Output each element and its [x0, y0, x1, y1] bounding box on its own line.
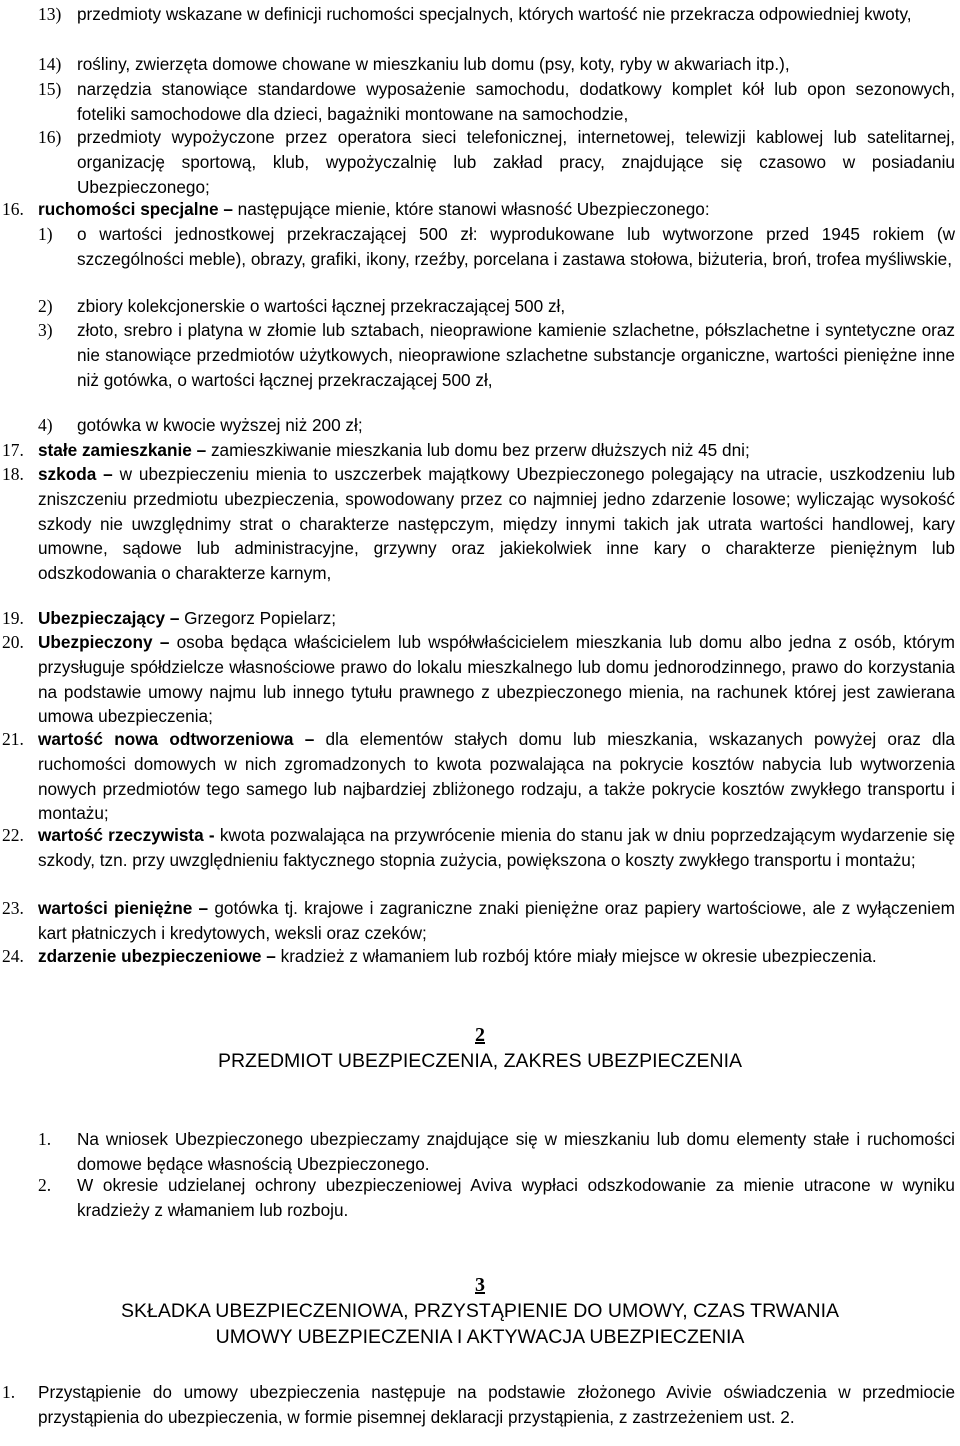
- definition-term: zdarzenie ubezpieczeniowe: [38, 946, 262, 966]
- definition-number: 18.: [2, 464, 24, 484]
- definition-22: [38, 823, 955, 873]
- definition-17: [38, 438, 955, 463]
- section-number: 2: [475, 1024, 485, 1046]
- section-number: 3: [475, 1274, 485, 1296]
- definition-number: 19.: [2, 608, 24, 628]
- definition-term: szkoda: [38, 464, 97, 484]
- definition-21: [38, 727, 955, 826]
- section-2-mark: [0, 1023, 960, 1047]
- list-item-text: przedmioty wypożyczone przez operatora sieci telefonicznej, internetowej, telewizji kablowej lub satelitarnej, organizację sportową, klub, wypożyczalnię lub zakład pracy, znajdujące się czasowo w posiadaniu Ubezpieczonego;: [77, 127, 955, 197]
- definition-term: wartość nowa odtworzeniowa: [38, 729, 294, 749]
- definition-text: gotówka tj. krajowe i zagraniczne znaki pieniężne oraz papiery wartościowe, ale z wyłączeniem kart płatniczych i kredytowych, weksli oraz czeków;: [38, 898, 956, 943]
- list-item-text: przedmioty wskazane w definicji ruchomości specjalnych, których wartość nie przekracza odpowiedniej kwoty,: [77, 4, 912, 24]
- term-dash: –: [96, 464, 120, 484]
- definition-text: kwota pozwalająca na przywrócenie mienia do stanu jak w dniu poprzedzającym wydarzenie się szkody, tzn. przy uwzględnieniu faktycznego stopnia zużycia, powiększona o koszty zwykłego transportu i montażu;: [38, 825, 956, 870]
- item-number: 15): [38, 79, 62, 99]
- list-item-text: o wartości jednostkowej przekraczającej 500 zł: wyprodukowane lub wytworzone przed 1945 rokiem (w szczególności meble), obrazy, grafiki, ikony, rzeźby, porcelana i zastawa stołowa, biżuteria, broń, trofea myśliwskie,: [77, 224, 955, 269]
- definition-text: Grzegorz Popielarz;: [184, 608, 337, 628]
- definition-term: stałe zamieszkanie: [38, 440, 192, 460]
- definition-text: dla elementów stałych domu lub mieszkania, wskazanych powyżej oraz dla ruchomości domowych w nich zgromadzonych to kwota pozwalająca na pokrycie kosztów nabycia lub wytworzenia nowych przedmiotów tego samego lub najbardziej zbliżonego rodzaju, a także pokrycie kosztów zwykłego transportu i montażu;: [38, 729, 955, 824]
- item-number: 2): [38, 296, 53, 316]
- term-dash: –: [165, 608, 185, 628]
- paragraph-text: Przystąpienie do umowy ubezpieczenia następuje na podstawie złożonego Avivie oświadczenia w przedmiocie przystąpienia do ubezpieczenia, w formie pisemnej deklaracji przystąpienia, z zastrzeżeniem ust. 2.: [38, 1382, 955, 1427]
- list-item-text: złoto, srebro i platyna w złomie lub sztabach, nieoprawione kamienie szlachetne, półszlachetne i syntetyczne oraz nie stanowiące przedmiotów użytkowych, nieoprawione szlachetne substancje organiczne, wartości pieniężne inne niż gotówka, o wartości łącznej przekraczającej 500 zł,: [77, 320, 955, 390]
- item-number: 2.: [38, 1175, 52, 1195]
- term-dash: –: [293, 729, 326, 749]
- definition-term: wartość rzeczywista -: [38, 825, 215, 845]
- definition-19: [38, 606, 955, 631]
- item-number: 1.: [2, 1382, 16, 1402]
- definition-term: wartości pieniężne: [38, 898, 193, 918]
- term-dash: –: [152, 632, 177, 652]
- definition-text: zamieszkiwanie mieszkania lub domu bez przerw dłuższych niż 45 dni;: [210, 440, 750, 460]
- definition-text: w ubezpieczeniu mienia to uszczerbek majątkowy Ubezpieczonego polegający na utracie, uszkodzeniu lub zniszczeniu przedmiotu ubezpieczenia, spowodowany przez co najmniej jedno zdarzenie losowe; wyliczając wysokość szkody nie uwzględnimy strat o charakterze następczym, między innymi takich jak utrata wartości handlowej, kary umowne, sądowe lub administracyjne, grzywny oraz jakiekolwiek inne kary o charakterze pieniężnym lub odszkodowania o charakterze karnym,: [38, 464, 956, 584]
- paragraph-text: Na wniosek Ubezpieczonego ubezpieczamy znajdujące się w mieszkaniu lub domu elementy stałe i ruchomości domowe będące własnością Ubezpieczonego.: [77, 1129, 955, 1174]
- item-number: 4): [38, 415, 53, 435]
- definition-number: 22.: [2, 825, 24, 845]
- definition-term: Ubezpieczony: [38, 632, 153, 652]
- definition-20: [38, 630, 955, 729]
- definition-number: 20.: [2, 632, 24, 652]
- definition-16: [38, 197, 955, 222]
- term-dash: –: [191, 440, 211, 460]
- item-number: 1): [38, 224, 53, 244]
- definition-number: 16.: [2, 199, 24, 219]
- definition-number: 21.: [2, 729, 24, 749]
- list-item-text: rośliny, zwierzęta domowe chowane w mieszkaniu lub domu (psy, koty, ryby w akwariach itp.),: [77, 54, 790, 74]
- definition-text: kradzież z włamaniem lub rozbój które miały miejsce w okresie ubezpieczenia.: [280, 946, 877, 966]
- item-number: 16): [38, 127, 62, 147]
- term-dash: –: [261, 946, 281, 966]
- definition-term: ruchomości specjalne: [38, 199, 219, 219]
- definition-number: 23.: [2, 898, 24, 918]
- definition-24: [38, 944, 955, 969]
- item-number: 13): [38, 4, 62, 24]
- paragraph-text: W okresie udzielanej ochrony ubezpieczeniowej Aviva wypłaci odszkodowanie za mienie utracone w wyniku kradzieży z włamaniem lub rozboju.: [77, 1175, 955, 1220]
- definition-18: [38, 462, 955, 586]
- definition-text: osoba będąca właścicielem lub współwłaścicielem mieszkania lub domu albo jedna z osób, którym przysługuje spółdzielcze własnościowe prawo do lokalu mieszkalnego lub domu jednorodzinnego, prawo do korzystania na podstawie umowy najmu lub innego tytułu prawnego z ubezpieczonego mienia, na rachunek której jest zawierana umowa ubezpieczenia;: [38, 632, 955, 727]
- section-2-title: PRZEDMIOT UBEZPIECZENIA, ZAKRES UBEZPIECZENIA: [217, 1050, 743, 1072]
- term-dash: –: [218, 199, 238, 219]
- list-item-text: narzędzia stanowiące standardowe wyposażenie samochodu, dodatkowy komplet kół lub opon sezonowych, foteliki samochodowe dla dzieci, bagażniki montowane na samochodzie,: [77, 79, 955, 124]
- definition-23: [38, 896, 955, 946]
- list-item-text: zbiory kolekcjonerskie o wartości łącznej przekraczającej 500 zł,: [77, 296, 566, 316]
- term-dash: –: [192, 898, 215, 918]
- definition-text: następujące mienie, które stanowi własność Ubezpieczonego:: [237, 199, 710, 219]
- section-3-title-line-1: SKŁADKA UBEZPIECZENIOWA, PRZYSTĄPIENIE DO UMOWY, CZAS TRWANIA: [120, 1300, 839, 1322]
- list-item-text: gotówka w kwocie wyższej niż 200 zł;: [77, 415, 363, 435]
- item-number: 3): [38, 320, 53, 340]
- definition-term: Ubezpieczający: [38, 608, 166, 628]
- section-3-title-line-2: UMOWY UBEZPIECZENIA I AKTYWACJA UBEZPIECZENIA: [215, 1326, 745, 1348]
- item-number: 1.: [38, 1129, 52, 1149]
- definition-number: 24.: [2, 946, 24, 966]
- section-3-mark: [0, 1273, 960, 1297]
- item-number: 14): [38, 54, 62, 74]
- definition-number: 17.: [2, 440, 24, 460]
